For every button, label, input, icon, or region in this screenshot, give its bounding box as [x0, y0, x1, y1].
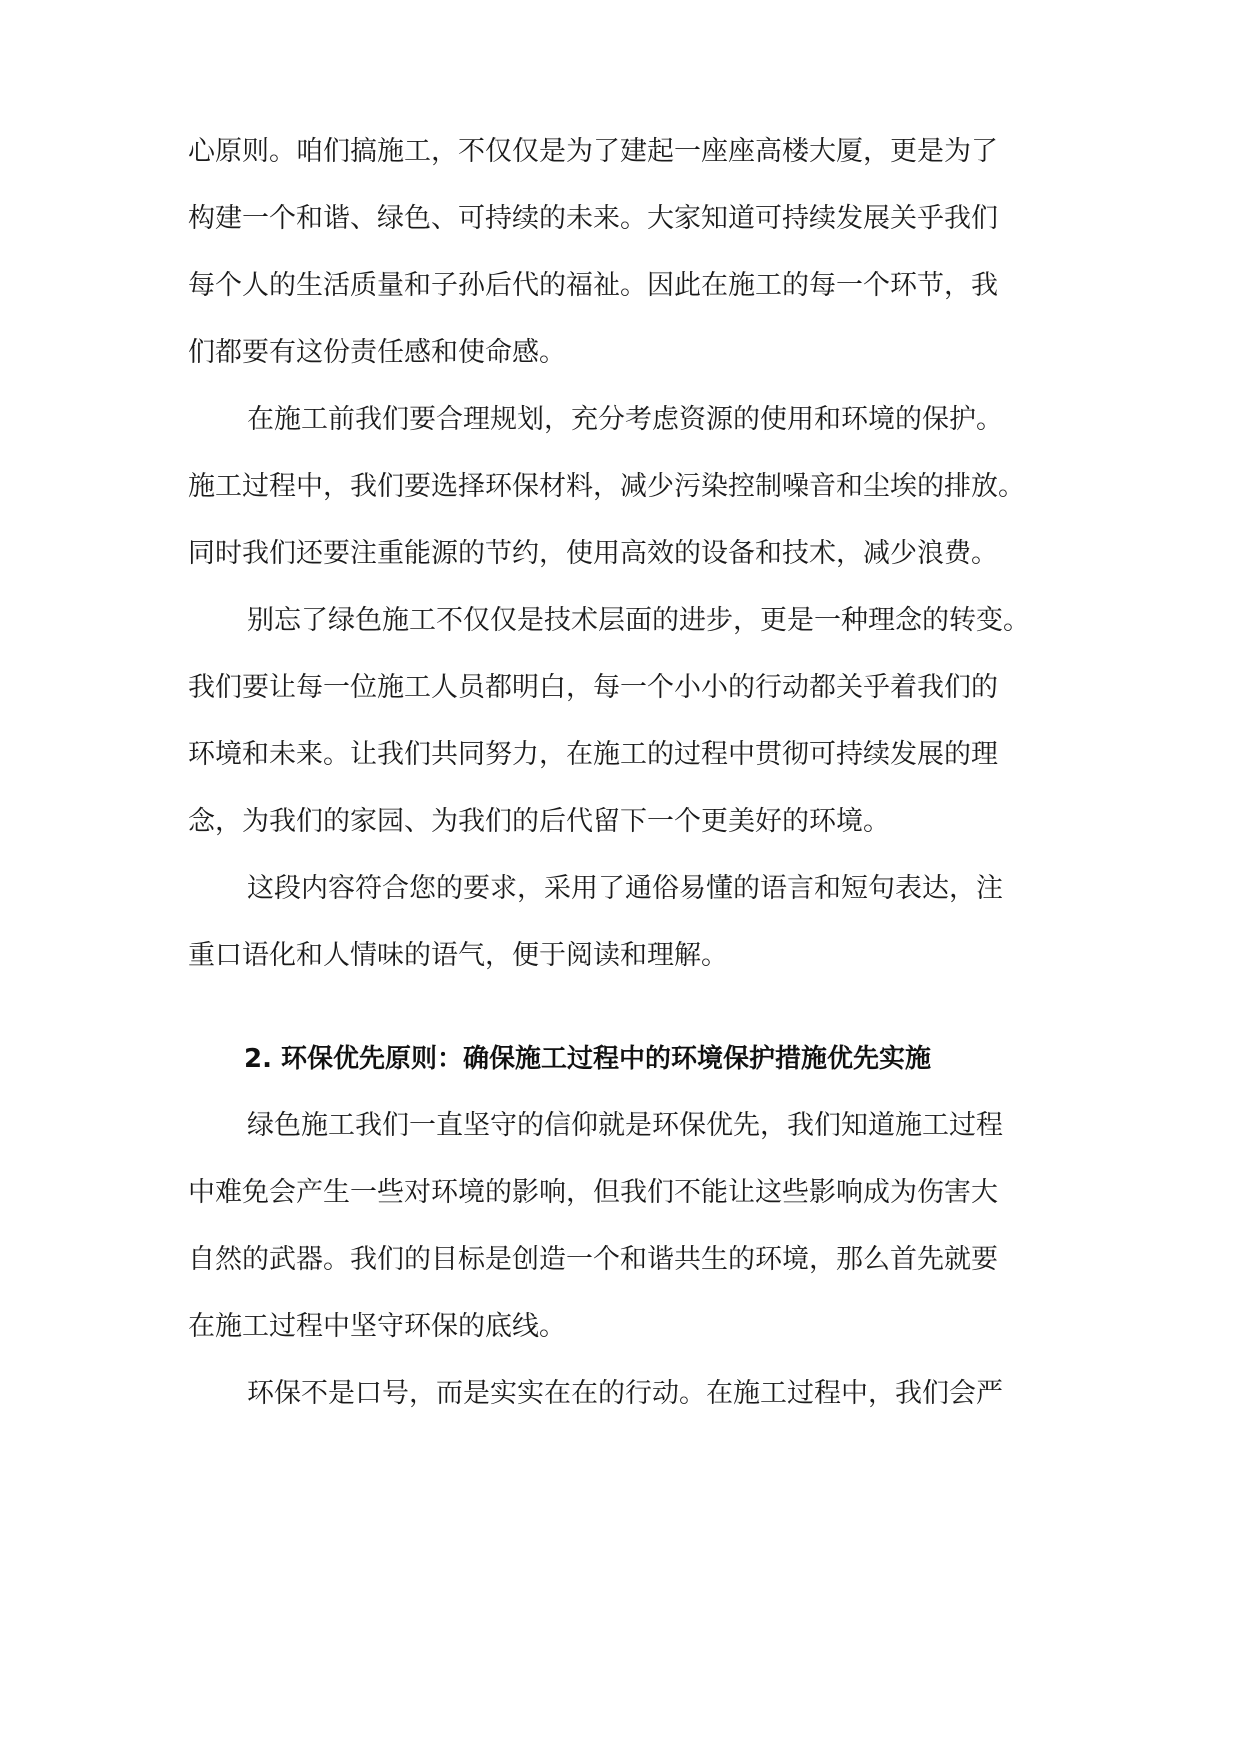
section-paragraph-1-line-2: 中难免会产生一些对环境的影响，但我们不能让这些影响成为伤害大	[188, 1177, 998, 1208]
paragraph-2-line-3: 同时我们还要注重能源的节约，使用高效的设备和技术，减少浪费。	[188, 538, 998, 569]
section-paragraph-1-line-4: 在施工过程中坚守环保的底线。	[188, 1311, 566, 1342]
paragraph-2-line-1: 在施工前我们要合理规划，充分考虑资源的使用和环境的保护。	[247, 404, 1003, 435]
paragraph-3-line-3: 环境和未来。让我们共同努力，在施工的过程中贯彻可持续发展的理	[188, 739, 998, 770]
section-paragraph-2-line-1: 环保不是口号，而是实实在在的行动。在施工过程中，我们会严	[247, 1378, 1003, 1409]
paragraph-1-line-4: 们都要有这份责任感和使命感。	[188, 337, 566, 368]
paragraph-1-line-2: 构建一个和谐、绿色、可持续的未来。大家知道可持续发展关乎我们	[188, 203, 998, 234]
paragraph-4-line-2: 重口语化和人情味的语气，便于阅读和理解。	[188, 940, 728, 971]
paragraph-1-line-3: 每个人的生活质量和子孙后代的福祉。因此在施工的每一个环节，我	[188, 270, 998, 301]
paragraph-2-line-2: 施工过程中，我们要选择环保材料，减少污染控制噪音和尘埃的排放。	[188, 471, 1025, 502]
paragraph-3-line-1: 别忘了绿色施工不仅仅是技术层面的进步，更是一种理念的转变。	[247, 605, 1030, 636]
section-paragraph-1-line-1: 绿色施工我们一直坚守的信仰就是环保优先，我们知道施工过程	[247, 1110, 1003, 1141]
paragraph-3-line-2: 我们要让每一位施工人员都明白，每一个小小的行动都关乎着我们的	[188, 672, 998, 703]
paragraph-1-line-1: 心原则。咱们搞施工，不仅仅是为了建起一座座高楼大厦，更是为了	[188, 136, 998, 167]
section-paragraph-1-line-3: 自然的武器。我们的目标是创造一个和谐共生的环境，那么首先就要	[188, 1244, 998, 1275]
paragraph-4-line-1: 这段内容符合您的要求，采用了通俗易懂的语言和短句表达，注	[247, 873, 1003, 904]
paragraph-3-line-4: 念，为我们的家园、为我们的后代留下一个更美好的环境。	[188, 806, 890, 837]
section-heading: 2. 环保优先原则：确保施工过程中的环境保护措施优先实施	[244, 1044, 932, 1074]
